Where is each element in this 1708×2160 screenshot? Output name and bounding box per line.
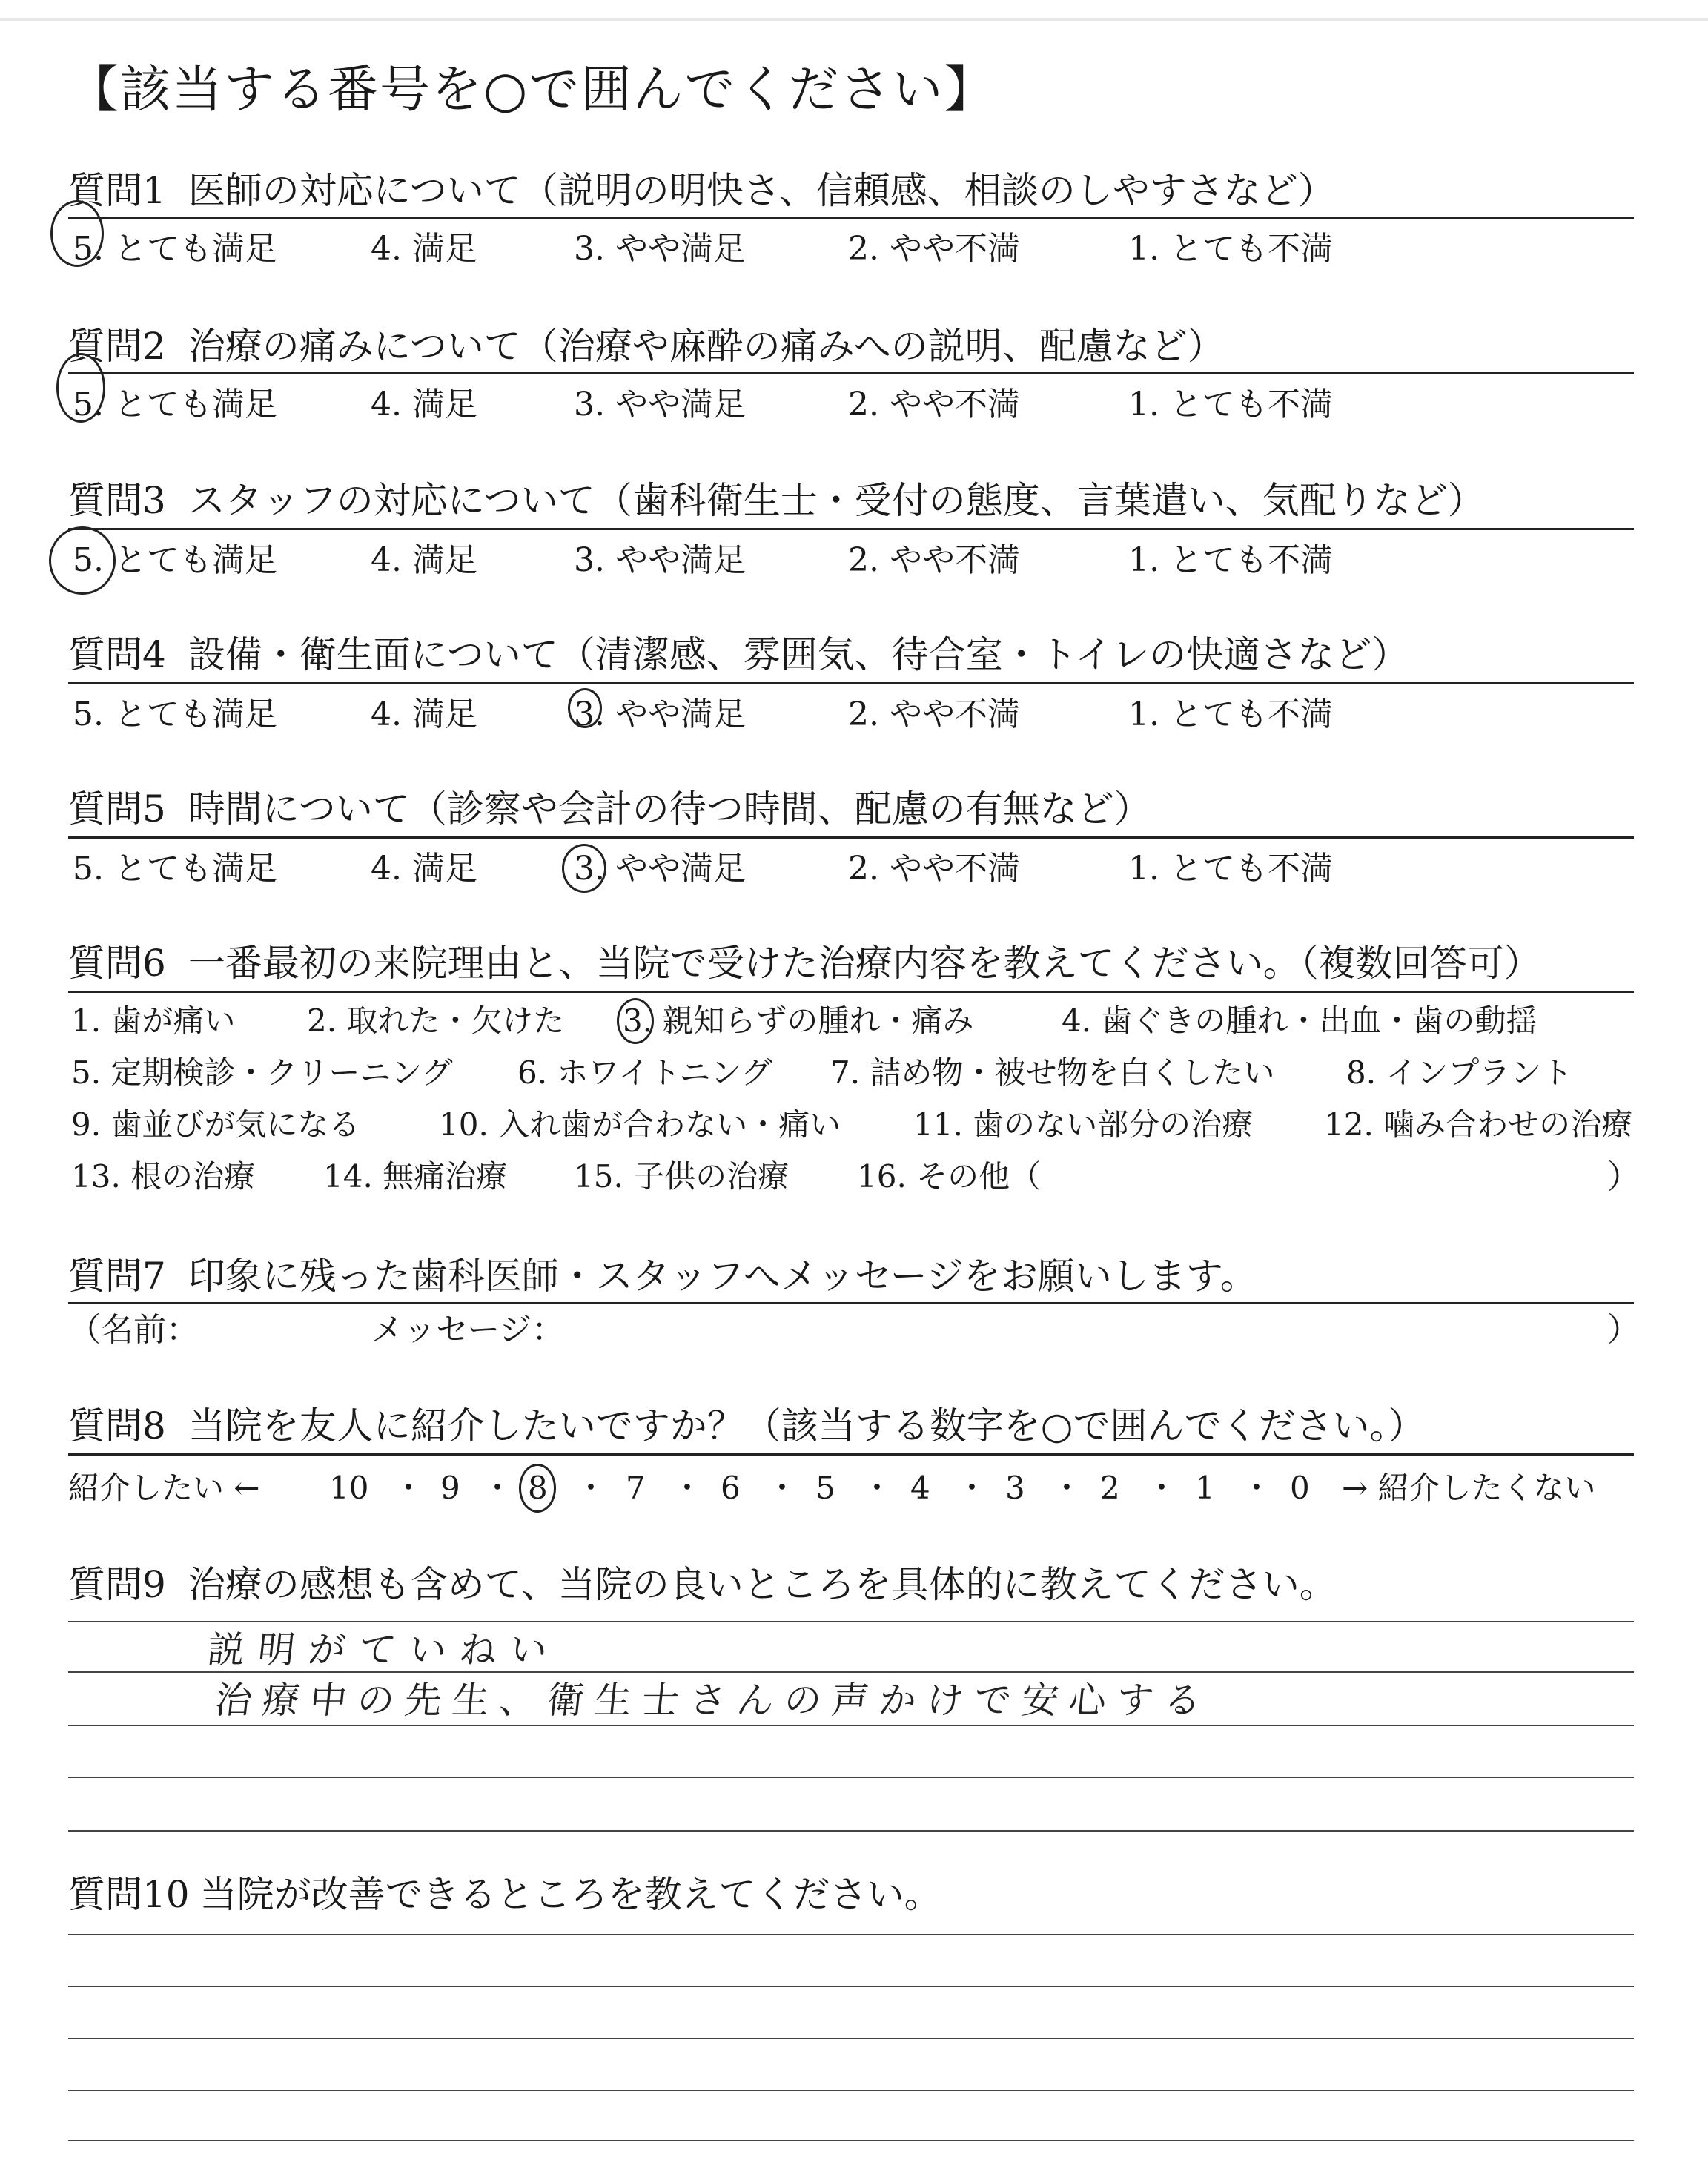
answer-circle <box>56 353 105 423</box>
q3-option-1[interactable]: 1. とても不満 <box>1128 541 1333 579</box>
q5-option-3[interactable]: 3. やや満足 <box>574 850 746 888</box>
question-8 <box>68 1404 1426 1447</box>
question-rule <box>68 528 1634 530</box>
answer-circle <box>519 1464 556 1513</box>
question-text: 当院が改善できるところを教えてください。 <box>199 1873 941 1916</box>
scale-1[interactable]: 1 <box>1195 1470 1215 1506</box>
recommend-left-label: 紹介したい ← <box>68 1470 260 1506</box>
question-rule <box>68 1453 1634 1456</box>
q4-option-1[interactable]: 1. とても不満 <box>1128 696 1333 733</box>
question-rule <box>68 682 1634 684</box>
question-rule <box>68 836 1634 839</box>
question-text: 印象に残った歯科医師・スタッフへメッセージをお願いします。 <box>188 1255 1257 1298</box>
q5-option-4[interactable]: 4. 満足 <box>371 850 477 888</box>
q1-option-1[interactable]: 1. とても不満 <box>1128 230 1333 268</box>
q6-option-4[interactable]: 4. 歯ぐきの腫れ・出血・歯の動揺 <box>1062 1003 1537 1039</box>
q6-option-6[interactable]: 6. ホワイトニング <box>517 1054 772 1091</box>
q6-option-10[interactable]: 10. 入れ歯が合わない・痛い <box>439 1106 841 1143</box>
scale-sep: ・ <box>861 1470 893 1506</box>
question-rule <box>68 217 1634 219</box>
question-1 <box>68 169 1335 212</box>
answer-line <box>68 1934 1634 1935</box>
scale-8[interactable]: 8 <box>528 1470 548 1506</box>
q6-option-3[interactable]: 3. 親知らずの腫れ・痛み <box>623 1003 974 1039</box>
question-text: 一番最初の来院理由と、当院で受けた治療内容を教えてください。（複数回答可） <box>188 942 1541 985</box>
answer-circle <box>50 200 104 267</box>
question-5 <box>68 787 1151 830</box>
q6-option-15[interactable]: 15. 子供の治療 <box>574 1158 790 1195</box>
answer-line <box>68 1830 1634 1832</box>
answer-line <box>68 1725 1634 1726</box>
q2-option-3[interactable]: 3. やや満足 <box>574 386 746 423</box>
q2-option-1[interactable]: 1. とても不満 <box>1128 386 1333 423</box>
q3-option-2[interactable]: 2. やや不満 <box>848 541 1020 579</box>
question-number: 質問3 <box>68 479 166 522</box>
question-number: 質問10 <box>68 1873 190 1916</box>
answer-line <box>68 1986 1634 1987</box>
answer-line <box>68 1777 1634 1778</box>
q2-option-4[interactable]: 4. 満足 <box>371 386 477 423</box>
q6-option-1[interactable]: 1. 歯が痛い <box>71 1003 236 1039</box>
scale-9[interactable]: 9 <box>440 1470 460 1506</box>
q6-option-12[interactable]: 12. 噛み合わせの治療 <box>1324 1106 1633 1143</box>
answer-line <box>68 1621 1634 1622</box>
q6-option-14[interactable]: 14. 無痛治療 <box>323 1158 508 1195</box>
q6-option-11[interactable]: 11. 歯のない部分の治療 <box>913 1106 1254 1143</box>
scale-sep: ・ <box>482 1470 514 1506</box>
question-number: 質問6 <box>68 942 166 985</box>
scale-sep: ・ <box>767 1470 798 1506</box>
scale-6[interactable]: 6 <box>721 1470 741 1506</box>
q6-option-7[interactable]: 7. 詰め物・被せ物を白くしたい <box>830 1054 1275 1091</box>
answer-circle <box>49 526 116 595</box>
q4-option-5[interactable]: 5. とても満足 <box>73 696 277 733</box>
scale-2[interactable]: 2 <box>1100 1470 1120 1506</box>
q2-option-5[interactable]: 5. とても満足 <box>73 386 277 423</box>
q6-option-8[interactable]: 8. インプラント <box>1346 1054 1573 1091</box>
question-number: 質問5 <box>68 787 166 830</box>
question-3 <box>68 479 1485 522</box>
q6-option-16[interactable]: 16. その他（ <box>857 1158 1042 1195</box>
question-rule <box>68 372 1634 374</box>
scale-sep: ・ <box>575 1470 607 1506</box>
question-text: 時間について（診察や会計の待つ時間、配慮の有無など） <box>188 787 1151 830</box>
scale-0[interactable]: 0 <box>1290 1470 1310 1506</box>
question-10 <box>68 1873 941 1916</box>
question-text: 当院を友人に紹介したいですか？（該当する数字を○で囲んでください。） <box>188 1404 1426 1447</box>
question-2 <box>68 325 1225 368</box>
question-4 <box>68 633 1409 676</box>
answer-circle <box>617 998 654 1044</box>
question-number: 質問2 <box>68 325 166 368</box>
q1-option-2[interactable]: 2. やや不満 <box>848 230 1020 268</box>
handwritten-answer-1: 説明がていねい <box>205 1628 563 1671</box>
answer-line <box>68 2038 1634 2039</box>
answer-line <box>68 1671 1634 1673</box>
answer-circle <box>568 688 602 728</box>
question-text: スタッフの対応について（歯科衛生士・受付の態度、言葉遣い、気配りなど） <box>188 479 1485 522</box>
name-label: （名前： <box>68 1311 199 1349</box>
question-text: 治療の痛みについて（治療や麻酔の痛みへの説明、配慮など） <box>188 325 1225 368</box>
scale-sep: ・ <box>393 1470 425 1506</box>
q1-option-3[interactable]: 3. やや満足 <box>574 230 746 268</box>
handwritten-answer-2: 治療中の先生、衛生士さんの声かけで安心する <box>212 1679 1214 1722</box>
question-number: 質問9 <box>68 1563 166 1606</box>
question-rule <box>68 1302 1634 1304</box>
answer-circle <box>562 844 606 893</box>
q6-option-2[interactable]: 2. 取れた・欠けた <box>307 1003 565 1039</box>
q4-option-2[interactable]: 2. やや不満 <box>848 696 1020 733</box>
q1-option-5[interactable]: 5. とても満足 <box>73 230 277 268</box>
q4-option-4[interactable]: 4. 満足 <box>371 696 477 733</box>
q6-option-9[interactable]: 9. 歯並びが気になる <box>71 1106 360 1143</box>
q6-option-13[interactable]: 13. 根の治療 <box>71 1158 256 1195</box>
question-text: 治療の感想も含めて、当院の良いところを具体的に教えてください。 <box>188 1563 1337 1606</box>
q5-option-2[interactable]: 2. やや不満 <box>848 850 1020 888</box>
scan-edge <box>0 18 1708 21</box>
question-number: 質問7 <box>68 1255 166 1298</box>
q5-option-1[interactable]: 1. とても不満 <box>1128 850 1333 888</box>
scale-sep: ・ <box>1146 1470 1178 1506</box>
q3-option-3[interactable]: 3. やや満足 <box>574 541 746 579</box>
q4-option-3[interactable]: 3. やや満足 <box>574 696 746 733</box>
question-text: 設備・衛生面について（清潔感、雰囲気、待合室・トイレの快適さなど） <box>188 633 1409 676</box>
q3-option-4[interactable]: 4. 満足 <box>371 541 477 579</box>
question-6 <box>68 942 1541 985</box>
question-7 <box>68 1255 1257 1298</box>
scale-4[interactable]: 4 <box>910 1470 930 1506</box>
scale-sep: ・ <box>956 1470 988 1506</box>
answer-line <box>68 2140 1634 2141</box>
form-header: 【該当する番号を○で囲んでください】 <box>68 61 996 119</box>
question-text: 医師の対応について（説明の明快さ、信頼感、相談のしやすさなど） <box>188 169 1335 212</box>
q1-option-4[interactable]: 4. 満足 <box>371 230 477 268</box>
message-label: メッセージ： <box>371 1311 565 1349</box>
q3-option-5[interactable]: 5. とても満足 <box>73 541 277 579</box>
close-paren: ） <box>1607 1311 1640 1349</box>
recommend-right-label: → 紹介したくない <box>1342 1470 1596 1506</box>
question-number: 質問4 <box>68 633 166 676</box>
scale-7[interactable]: 7 <box>626 1470 646 1506</box>
question-rule <box>68 991 1634 993</box>
scale-sep: ・ <box>672 1470 704 1506</box>
scale-3[interactable]: 3 <box>1005 1470 1025 1506</box>
question-number: 質問1 <box>68 169 166 212</box>
scale-10[interactable]: 10 <box>329 1470 369 1506</box>
scale-sep: ・ <box>1051 1470 1083 1506</box>
scale-sep: ・ <box>1241 1470 1273 1506</box>
close-paren: ） <box>1607 1158 1640 1196</box>
scale-5[interactable]: 5 <box>815 1470 835 1506</box>
question-number: 質問8 <box>68 1404 166 1447</box>
answer-line <box>68 2090 1634 2091</box>
question-9 <box>68 1563 1337 1606</box>
q6-option-5[interactable]: 5. 定期検診・クリーニング <box>71 1054 453 1091</box>
q5-option-5[interactable]: 5. とても満足 <box>73 850 277 888</box>
q2-option-2[interactable]: 2. やや不満 <box>848 386 1020 423</box>
